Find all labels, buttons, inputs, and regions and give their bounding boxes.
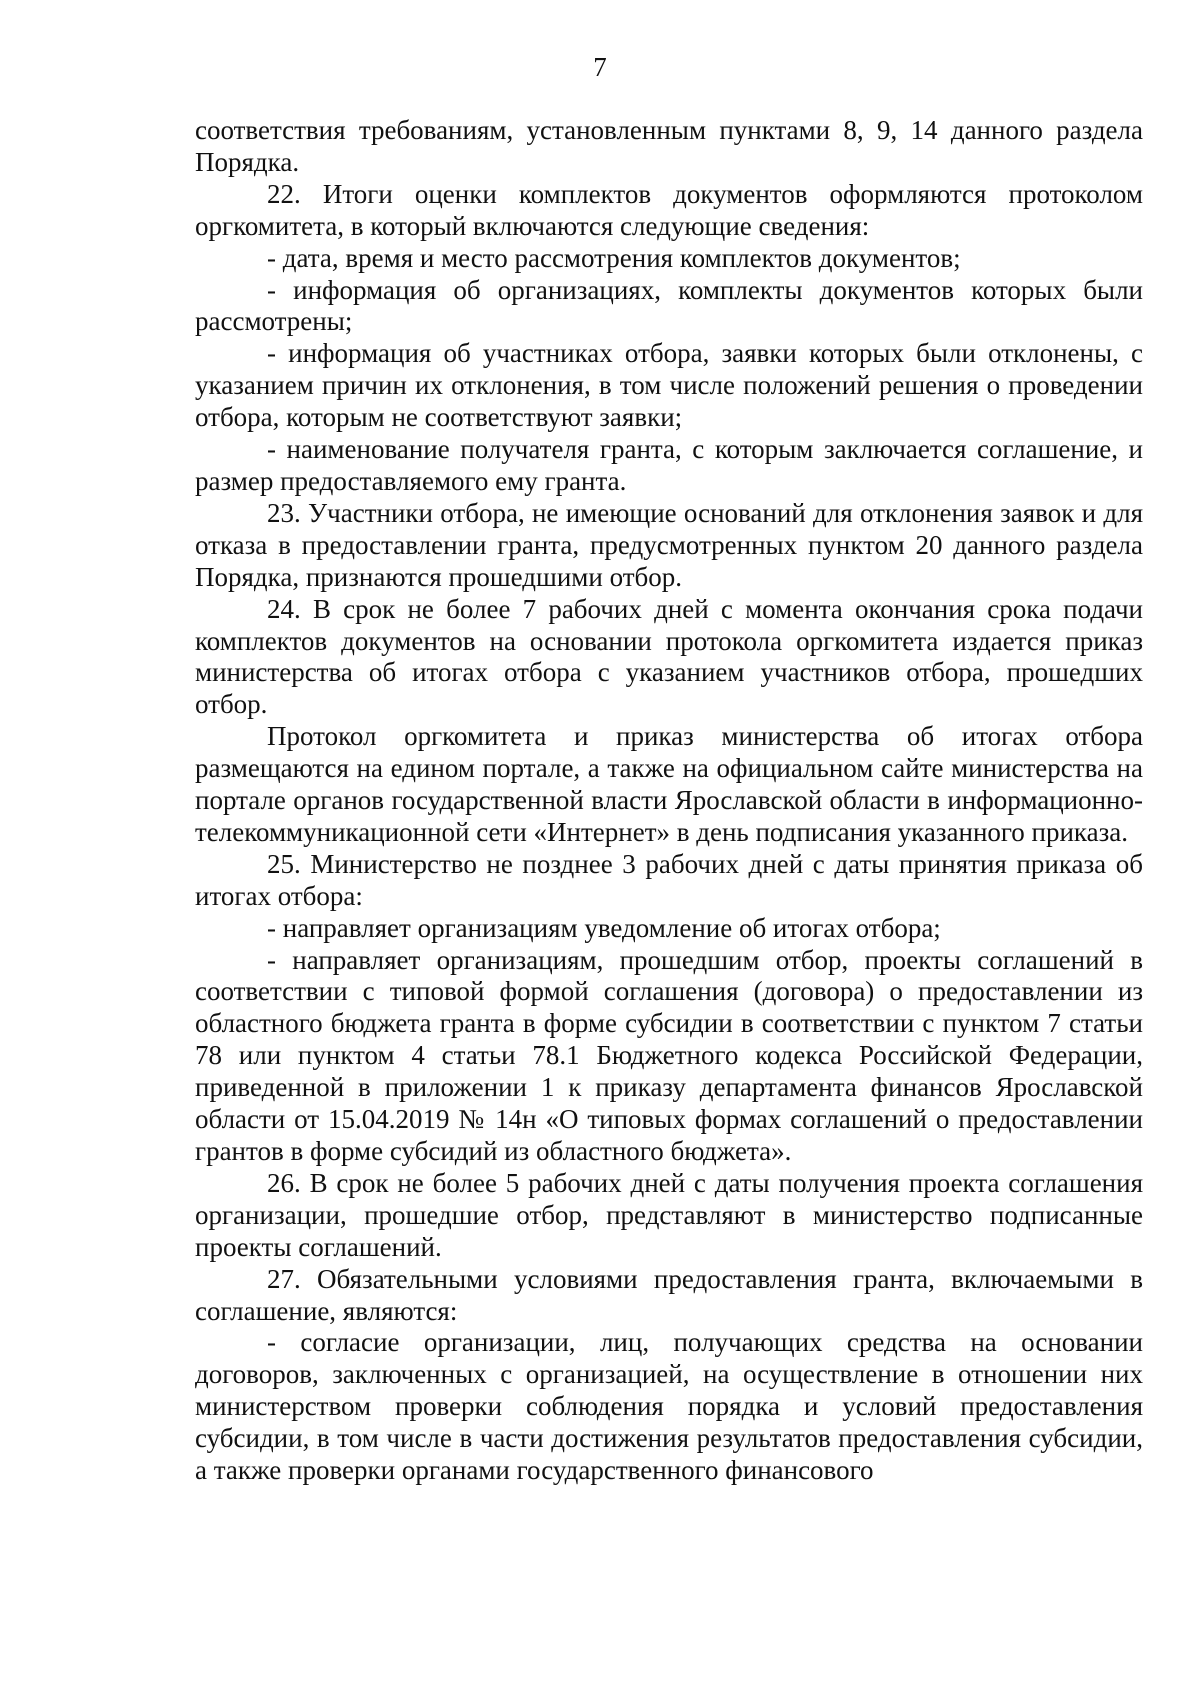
paragraph: - направляет организациям, прошедшим отбор, проекты соглашений в соответствии с типовой формой соглашения (договора) о предоставлении из областного бюджета гранта в форме субсидии в соответствии с пунктом 7 статьи 78 или пунктом 4 статьи 78.1 Бюджетного кодекса Российской Федерации, приведенной в приложении 1 к приказу департамента финансов Ярославской области от 15.04.2019 № 14н «О типовых формах соглашений о предоставлении грантов в форме субсидий из областного бюджета».	[195, 944, 1143, 1166]
paragraph: 27. Обязательными условиями предоставления гранта, включаемыми в соглашение, являются:	[195, 1263, 1143, 1326]
paragraph: - наименование получателя гранта, с которым заключается соглашение, и размер предоставляемого ему гранта.	[195, 434, 1143, 496]
paragraph: - дата, время и место рассмотрения комплектов документов;	[267, 242, 961, 273]
paragraph: - информация об организациях, комплекты документов которых были рассмотрены;	[195, 274, 1143, 337]
paragraph: соответствия требованиям, установленным пунктами 8, 9, 14 данного раздела Порядка.	[195, 115, 1143, 177]
document-body	[195, 115, 1143, 1487]
paragraph: - информация об участниках отбора, заявки которых были отклонены, с указанием причин их отклонения, в том числе положений решения о проведении отбора, которым не соответствуют заявки;	[195, 338, 1143, 433]
paragraph: 24. В срок не более 7 рабочих дней с момента окончания срока подачи комплектов документов на основании протокола оргкомитета издается приказ министерства об итогах отбора с указанием участников отбора, прошедших отбор.	[195, 593, 1143, 720]
paragraph: 23. Участники отбора, не имеющие оснований для отклонения заявок и для отказа в предоставлении гранта, предусмотренных пунктом 20 данного раздела Порядка, признаются прошедшими отбор.	[195, 497, 1143, 592]
page-number: 7	[593, 52, 607, 82]
paragraph: 22. Итоги оценки комплектов документов оформляются протоколом оргкомитета, в который включаются следующие сведения:	[195, 178, 1143, 241]
paragraph: - согласие организации, лиц, получающих средства на основании договоров, заключенных с организацией, на осуществление в отношении них министерством проверки соблюдения порядка и условий предоставления субсидии, в том числе в части достижения результатов предоставления субсидии, а также проверки органами государственного финансового	[195, 1327, 1143, 1486]
paragraph: 26. В срок не более 5 рабочих дней с даты получения проекта соглашения организации, прошедшие отбор, представляют в министерство подписанные проекты соглашений.	[195, 1167, 1143, 1262]
paragraph: Протокол оргкомитета и приказ министерства об итогах отбора размещаются на едином портале, а также на официальном сайте министерства на портале органов государственной власти Ярославской области в информационно-телекоммуникационной сети «Интернет» в день подписания указанного приказа.	[195, 721, 1143, 847]
paragraph: 25. Министерство не позднее 3 рабочих дней с даты принятия приказа об итогах отбора:	[195, 848, 1143, 911]
paragraph: - направляет организациям уведомление об итогах отбора;	[267, 912, 941, 943]
